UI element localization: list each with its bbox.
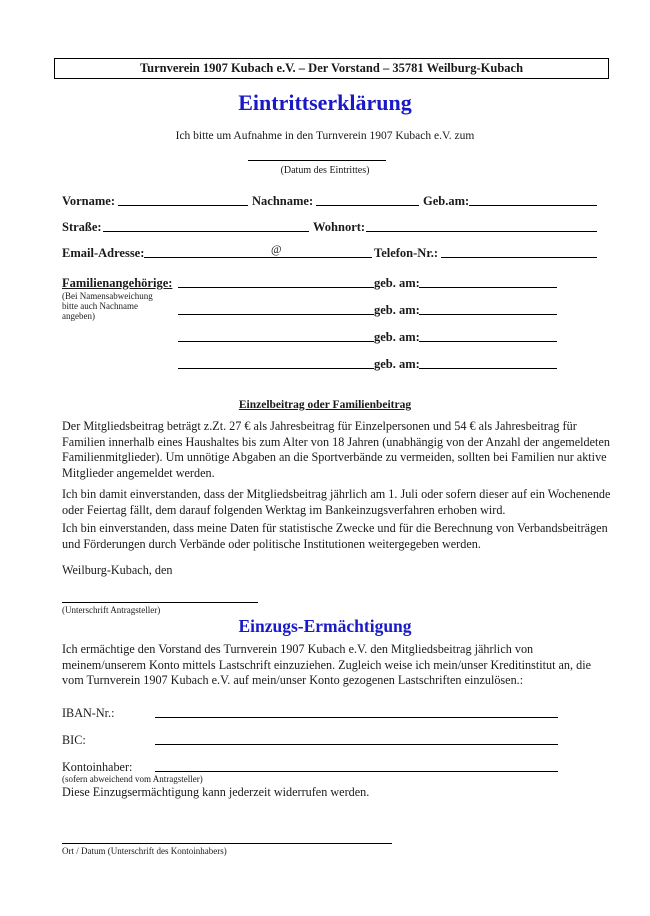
paragraph-line: Ich ermächtige den Vorstand des Turnverein 1907 Kubach e.V. den Mitgliedsbeitrag jährlich von [62, 642, 534, 656]
paragraph-line: und Förderungen durch Verbände oder politische Institutionen weitergegeben werden. [62, 536, 481, 551]
familie-gebam-label-2: geb. am: [374, 303, 420, 317]
kontoinhaber-field[interactable] [155, 771, 558, 772]
email-label: Email-Adresse: [62, 246, 145, 260]
paragraph-line: Familienmitglieder). Um unnötige Abgaben an die Sportverbände zu vermeiden, sollten bei Familien nur aktive [62, 450, 607, 465]
vorname-field[interactable] [118, 205, 248, 206]
familie-hint-2: bitte auch Nachname [62, 301, 138, 311]
gebam-field[interactable] [469, 205, 597, 206]
footer-signature-field[interactable] [62, 843, 392, 844]
footer-hint: Ort / Datum (Unterschrift des Kontoinhabers) [62, 846, 227, 856]
revoke-text: Diese Einzugsermächtigung kann jederzeit widerrufen werden. [62, 785, 370, 799]
signature-hint: (Unterschrift Antragsteller) [62, 605, 161, 615]
paragraph-line: Ich bin einverstanden, dass meine Daten für statistische Zwecke und für die Berechnung von Verbandsbeiträgen [62, 521, 608, 535]
paragraph-line: meinem/unserem Konto mittels Lastschrift einzuziehen. Zugleich weise ich mein/unser Kreditinstitut an, die [62, 657, 591, 672]
paragraph-line: vom Turnverein 1907 Kubach e.V. auf mein/unser Konto gezogenen Lastschriften einzulösen.: [62, 673, 524, 688]
email-field[interactable] [144, 257, 372, 258]
paragraph-beitrag [62, 419, 610, 481]
entry-date-field[interactable] [248, 160, 386, 161]
familie-name-field-4[interactable] [178, 368, 374, 369]
entry-date-hint: (Datum des Eintrittes) [280, 165, 370, 176]
paragraph-line: Ich bin damit einverstanden, dass der Mitgliedsbeitrag jährlich am 1. Juli oder sofern dieser auf ein Wochenende [62, 487, 611, 501]
signature-field[interactable] [62, 602, 258, 603]
header-banner: Turnverein 1907 Kubach e.V. – Der Vorstand – 35781 Weilburg-Kubach [54, 58, 609, 79]
paragraph-line: Mitglieder angemeldet werden. [62, 465, 215, 480]
iban-label: IBAN-Nr.: [62, 706, 115, 720]
familie-name-field-2[interactable] [178, 314, 374, 315]
familie-hint-3: angeben) [62, 311, 95, 321]
intro-text: Ich bitte um Aufnahme in den Turnverein 1907 Kubach e.V. zum [175, 130, 475, 142]
paragraph-line: Familien innerhalb eines Haushaltes bis zum Alter von 18 Jahren (unabhängig von der Anzahl der angemeldeten [62, 434, 610, 449]
familie-gebam-field-4[interactable] [419, 368, 557, 369]
familie-gebam-field-1[interactable] [419, 287, 557, 288]
familie-gebam-label-3: geb. am: [374, 330, 420, 344]
familie-gebam-field-2[interactable] [419, 314, 557, 315]
nachname-field[interactable] [316, 205, 419, 206]
familie-name-field-1[interactable] [178, 287, 374, 288]
strasse-field[interactable] [103, 231, 309, 232]
familie-hint-1: (Bei Namensabweichung [62, 291, 153, 301]
wohnort-label: Wohnort: [313, 220, 366, 234]
mandate-title: Einzugs-Ermächtigung [238, 616, 412, 636]
kontoinhaber-label: Kontoinhaber: [62, 760, 133, 774]
telefon-field[interactable] [441, 257, 597, 258]
place-text: Weilburg-Kubach, den [62, 563, 173, 577]
familie-gebam-field-3[interactable] [419, 341, 557, 342]
vorname-label: Vorname: [62, 194, 116, 208]
gebam-label: Geb.am: [423, 194, 470, 208]
wohnort-field[interactable] [366, 231, 597, 232]
bic-label: BIC: [62, 733, 86, 747]
kontoinhaber-hint: (sofern abweichend vom Antragsteller) [62, 774, 203, 784]
paragraph-einzug [62, 487, 610, 518]
telefon-label: Telefon-Nr.: [374, 246, 439, 260]
nachname-label: Nachname: [252, 194, 314, 208]
familie-gebam-label-4: geb. am: [374, 357, 420, 371]
paragraph-line: oder Feiertag fällt, dem darauf folgenden Werktag im Bankeinzugsverfahren erhoben wird. [62, 502, 506, 517]
paragraph-line: Der Mitgliedsbeitrag beträgt z.Zt. 27 € als Jahresbeitrag für Einzelpersonen und 54 € als Jahresbeitrag für [62, 419, 577, 433]
familie-gebam-label-1: geb. am: [374, 276, 420, 290]
familie-name-field-3[interactable] [178, 341, 374, 342]
familie-label: Familienangehörige: [62, 276, 173, 290]
strasse-label: Straße: [62, 220, 102, 234]
mandate-text [62, 642, 591, 689]
section-heading: Einzelbeitrag oder Familienbeitrag [238, 399, 412, 411]
bic-field[interactable] [155, 744, 558, 745]
email-at-sign: @ [271, 244, 282, 256]
page-title: Eintrittserklärung [238, 90, 412, 115]
iban-field[interactable] [155, 717, 558, 718]
paragraph-daten [62, 521, 608, 552]
